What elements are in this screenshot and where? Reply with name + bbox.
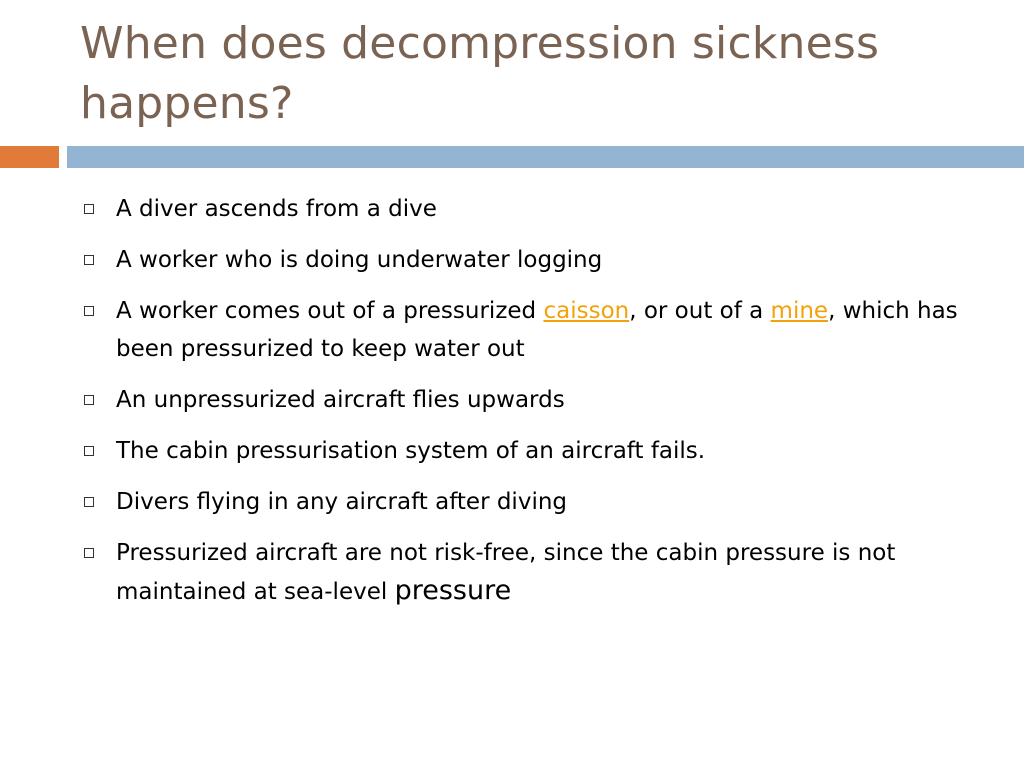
bullet-item-underwater-logging (80, 241, 980, 279)
bullet-text: An unpressurized aircraft flies upwards (116, 387, 565, 413)
bullet-text-part: , or out of a (629, 298, 771, 324)
bullet-item-divers-flying (80, 483, 980, 521)
bullet-list (80, 190, 980, 624)
square-bullet-icon (84, 497, 94, 507)
square-bullet-icon (84, 306, 94, 316)
bullet-text: The cabin pressurisation system of an aircraft fails. (116, 438, 706, 464)
bullet-text-part: Pressurized aircraft are not risk-free, since the cabin pressure is not maintained at sea-level (116, 540, 896, 605)
bullet-item-diver-ascends (80, 190, 980, 228)
accent-bar-orange (0, 146, 59, 168)
square-bullet-icon (84, 395, 94, 405)
bullet-item-unpressurized-aircraft (80, 381, 980, 419)
bullet-text: A worker who is doing underwater logging (116, 247, 603, 273)
square-bullet-icon (84, 446, 94, 456)
square-bullet-icon (84, 548, 94, 558)
bullet-item-caisson-mine (80, 292, 980, 368)
bullet-item-pressurized-aircraft-risk (80, 534, 980, 611)
bullet-text-large-word: pressure (394, 575, 512, 606)
bullet-text-part: , which has been pressurized to keep water out (116, 298, 958, 362)
square-bullet-icon (84, 204, 94, 214)
bullet-item-cabin-pressurisation-fails (80, 432, 980, 470)
bullet-text: Divers flying in any aircraft after diving (116, 489, 568, 515)
slide-title: When does decompression sickness happens? (80, 18, 880, 129)
mine-link[interactable]: mine (770, 298, 829, 324)
accent-bar-blue (67, 146, 1024, 168)
caisson-link[interactable]: caisson (543, 298, 630, 324)
bullet-text: A diver ascends from a dive (116, 196, 437, 222)
square-bullet-icon (84, 255, 94, 265)
bullet-text-part: A worker comes out of a pressurized (116, 298, 544, 324)
